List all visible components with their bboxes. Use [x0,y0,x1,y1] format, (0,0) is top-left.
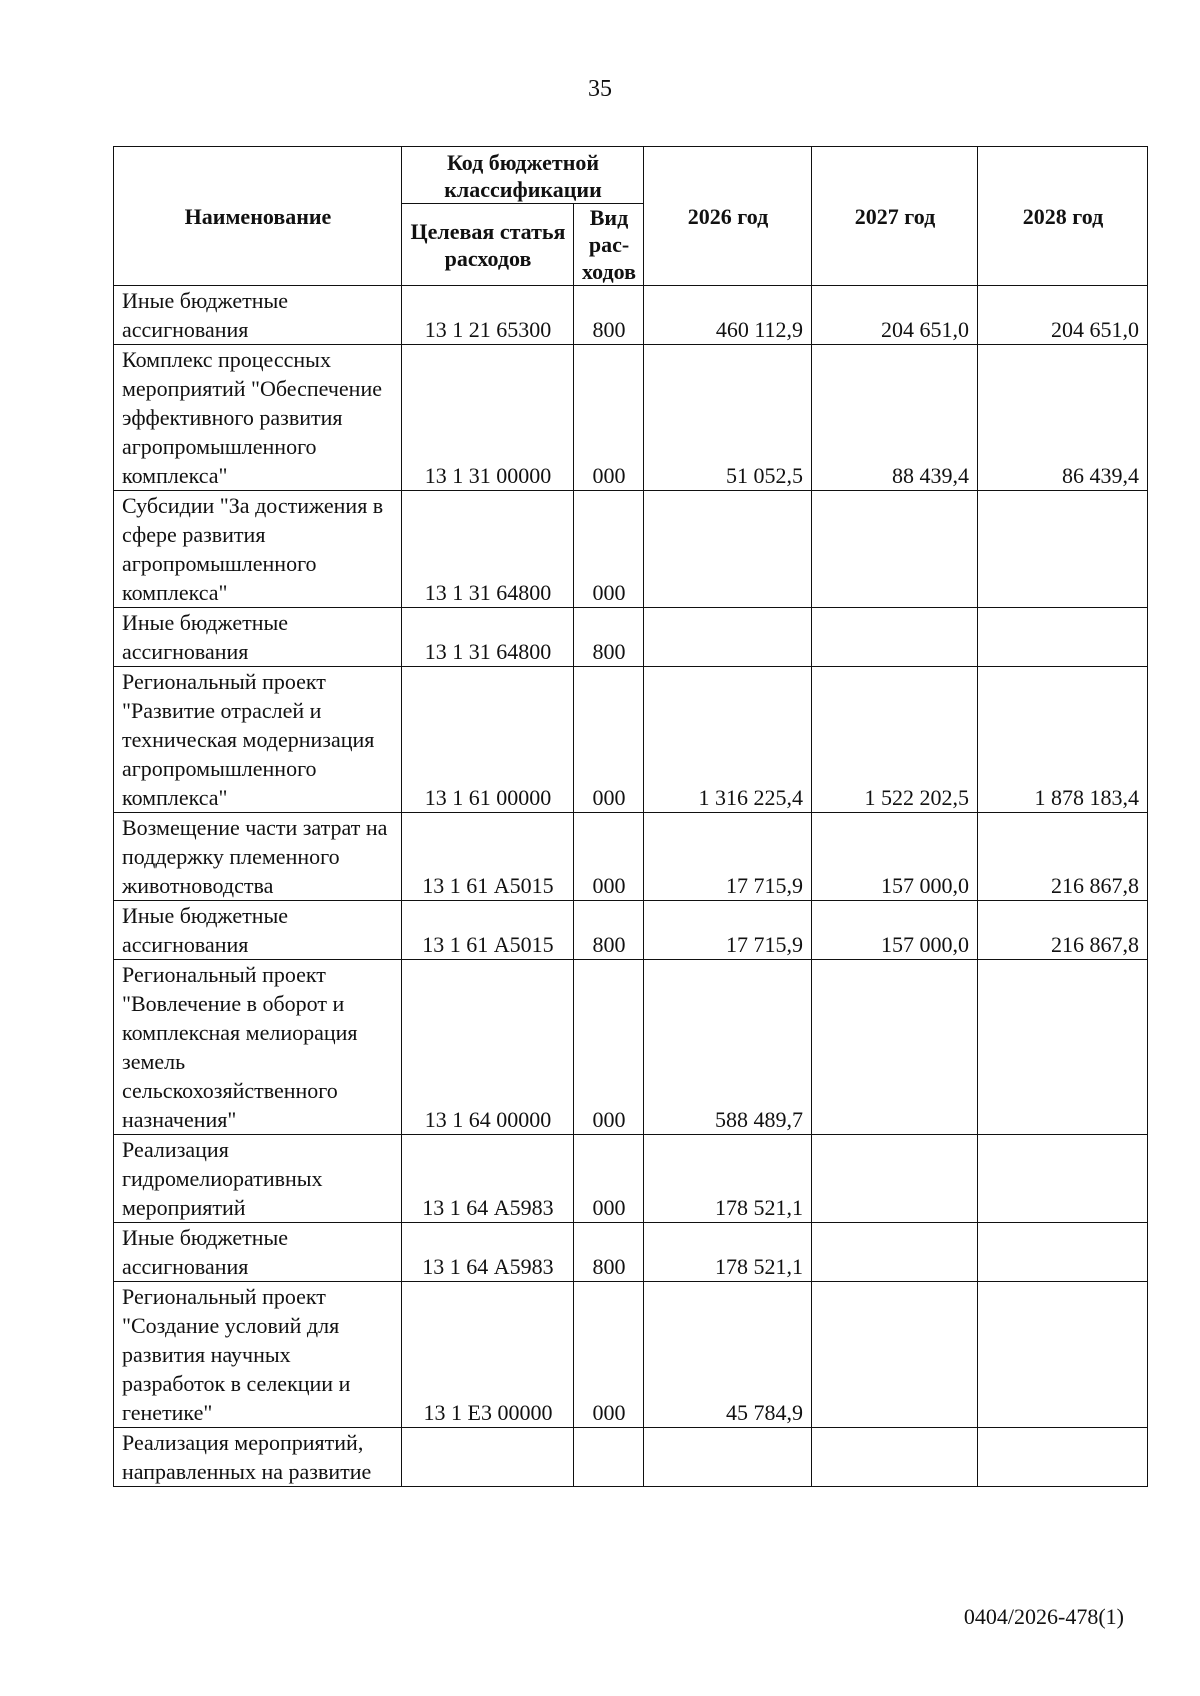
table-row [114,1223,1148,1282]
row-value-2028: 1 878 183,4 [978,667,1148,813]
row-expense-kind: 800 [574,608,644,667]
row-value-2026 [644,608,812,667]
row-value-2026: 45 784,9 [644,1282,812,1428]
table-row [114,1428,1148,1487]
table-row [114,901,1148,960]
row-name: Иные бюджетные ассигнования [114,1223,402,1282]
row-name: Региональный проект "Создание условий для развития научных разработок в селекции и генетике" [114,1282,402,1428]
row-value-2026: 460 112,9 [644,286,812,345]
row-value-2027 [812,1223,978,1282]
row-target-article: 13 1 31 64800 [402,608,574,667]
row-target-article: 13 1 61 А5015 [402,901,574,960]
row-expense-kind: 000 [574,345,644,491]
row-value-2027 [812,491,978,608]
row-value-2027: 157 000,0 [812,813,978,901]
row-value-2026 [644,1428,812,1487]
row-value-2027: 88 439,4 [812,345,978,491]
row-name: Реализация мероприятий, направленных на развитие [114,1428,402,1487]
row-value-2027 [812,608,978,667]
row-value-2028 [978,1428,1148,1487]
row-value-2028 [978,491,1148,608]
row-value-2028 [978,1282,1148,1428]
table-row [114,608,1148,667]
row-target-article: 13 1 64 00000 [402,960,574,1135]
table-row [114,491,1148,608]
row-value-2028: 216 867,8 [978,813,1148,901]
row-value-2028 [978,608,1148,667]
row-value-2026: 17 715,9 [644,813,812,901]
row-target-article: 13 1 31 64800 [402,491,574,608]
table-row [114,813,1148,901]
row-expense-kind: 000 [574,491,644,608]
row-name: Иные бюджетные ассигнования [114,901,402,960]
row-target-article: 13 1 31 00000 [402,345,574,491]
row-name: Субсидии "За достижения в сфере развития агропромышленного комплекса" [114,491,402,608]
row-value-2026: 17 715,9 [644,901,812,960]
table-row [114,1135,1148,1223]
row-value-2026: 178 521,1 [644,1223,812,1282]
row-expense-kind: 000 [574,1135,644,1223]
table-row [114,286,1148,345]
row-target-article: 13 1 Е3 00000 [402,1282,574,1428]
table-row [114,345,1148,491]
row-value-2028: 204 651,0 [978,286,1148,345]
header-target-article: Целевая статья расходов [402,204,574,286]
row-target-article: 13 1 21 65300 [402,286,574,345]
row-target-article: 13 1 64 А5983 [402,1223,574,1282]
row-value-2026: 588 489,7 [644,960,812,1135]
page-number: 35 [588,76,612,102]
row-value-2026: 51 052,5 [644,345,812,491]
row-expense-kind: 000 [574,667,644,813]
row-value-2027 [812,1428,978,1487]
table-row [114,960,1148,1135]
row-expense-kind: 800 [574,901,644,960]
row-value-2027 [812,960,978,1135]
row-value-2028: 216 867,8 [978,901,1148,960]
row-target-article [402,1428,574,1487]
row-target-article: 13 1 61 00000 [402,667,574,813]
row-name: Иные бюджетные ассигнования [114,286,402,345]
row-expense-kind: 000 [574,960,644,1135]
row-name: Региональный проект "Развитие отраслей и техническая модернизация агропромышленного комплекса" [114,667,402,813]
row-name: Комплекс процессных мероприятий "Обеспечение эффективного развития агропромышленного комплекса" [114,345,402,491]
row-target-article: 13 1 64 А5983 [402,1135,574,1223]
row-expense-kind: 800 [574,1223,644,1282]
table-row [114,667,1148,813]
row-value-2028 [978,960,1148,1135]
row-expense-kind: 000 [574,1282,644,1428]
row-value-2026: 1 316 225,4 [644,667,812,813]
header-expense-kind: Вид рас-ходов [574,204,644,286]
row-value-2027 [812,1135,978,1223]
document-code: 0404/2026-478(1) [963,1604,1124,1629]
row-value-2026: 178 521,1 [644,1135,812,1223]
row-value-2026 [644,491,812,608]
budget-table [113,146,1148,1487]
row-value-2027: 204 651,0 [812,286,978,345]
row-value-2027: 1 522 202,5 [812,667,978,813]
row-name: Региональный проект "Вовлечение в оборот и комплексная мелиорация земель сельскохозяйственного назначения" [114,960,402,1135]
header-year-2026: 2026 год [644,147,812,286]
row-expense-kind [574,1428,644,1487]
row-value-2028 [978,1135,1148,1223]
row-name: Возмещение части затрат на поддержку племенного животноводства [114,813,402,901]
row-name: Реализация гидромелиоративных мероприятий [114,1135,402,1223]
header-name: Наименование [114,147,402,286]
table-body [114,286,1148,1487]
row-target-article: 13 1 61 А5015 [402,813,574,901]
table-row [114,1282,1148,1428]
header-year-2027: 2027 год [812,147,978,286]
row-value-2028: 86 439,4 [978,345,1148,491]
row-value-2027: 157 000,0 [812,901,978,960]
header-classification: Код бюджетной классификации [402,147,644,204]
row-expense-kind: 000 [574,813,644,901]
row-value-2028 [978,1223,1148,1282]
table-header-row-1 [114,147,1148,204]
header-year-2028: 2028 год [978,147,1148,286]
row-value-2027 [812,1282,978,1428]
row-expense-kind: 800 [574,286,644,345]
row-name: Иные бюджетные ассигнования [114,608,402,667]
